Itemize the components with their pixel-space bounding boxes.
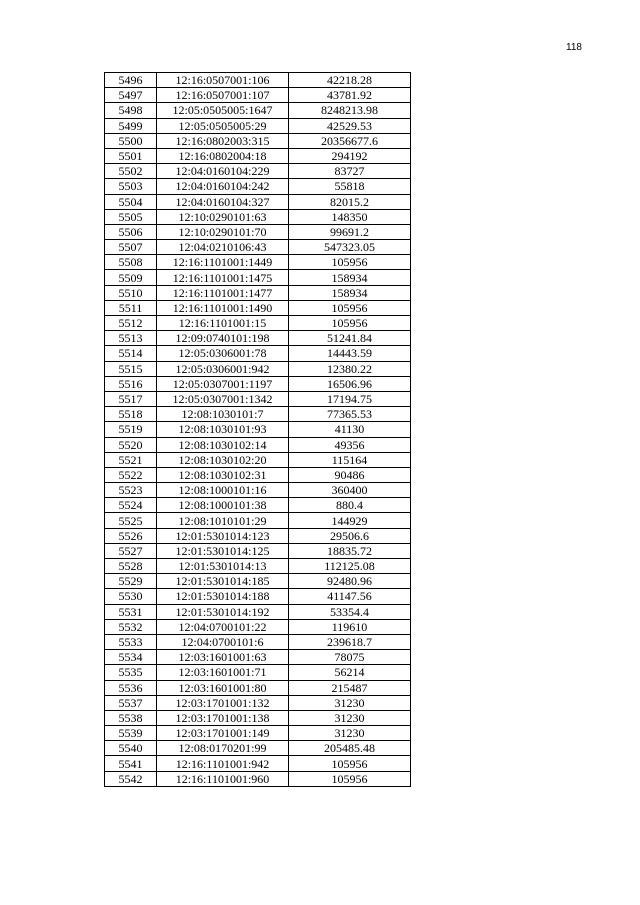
row-number-cell: 5536	[105, 680, 157, 695]
table-row	[105, 589, 411, 604]
cadastral-number-cell: 12:16:1101001:1490	[157, 300, 289, 315]
table-row	[105, 194, 411, 209]
cadastral-value-cell: 55818	[289, 179, 411, 194]
row-number-cell: 5526	[105, 528, 157, 543]
cadastral-value-cell: 158934	[289, 285, 411, 300]
row-number-cell: 5534	[105, 650, 157, 665]
cadastral-value-cell: 18835.72	[289, 543, 411, 558]
cadastral-number-cell: 12:04:0210106:43	[157, 240, 289, 255]
row-number-cell: 5539	[105, 726, 157, 741]
table-row	[105, 543, 411, 558]
cadastral-value-cell: 51241.84	[289, 331, 411, 346]
cadastral-value-cell: 20356677.6	[289, 133, 411, 148]
cadastral-number-cell: 12:03:1701001:149	[157, 726, 289, 741]
cadastral-number-cell: 12:16:0507001:106	[157, 73, 289, 88]
cadastral-value-cell: 205485.48	[289, 741, 411, 756]
table-body	[105, 73, 411, 787]
cadastral-number-cell: 12:05:0307001:1197	[157, 376, 289, 391]
cadastral-number-cell: 12:05:0307001:1342	[157, 391, 289, 406]
table-row	[105, 634, 411, 649]
row-number-cell: 5532	[105, 619, 157, 634]
row-number-cell: 5524	[105, 498, 157, 513]
cadastral-value-cell: 41147.56	[289, 589, 411, 604]
row-number-cell: 5538	[105, 710, 157, 725]
row-number-cell: 5507	[105, 240, 157, 255]
row-number-cell: 5497	[105, 88, 157, 103]
row-number-cell: 5520	[105, 437, 157, 452]
table-row	[105, 133, 411, 148]
cadastral-value-cell: 115164	[289, 452, 411, 467]
row-number-cell: 5502	[105, 164, 157, 179]
table-row	[105, 224, 411, 239]
table-row	[105, 619, 411, 634]
cadastral-number-cell: 12:03:1601001:63	[157, 650, 289, 665]
table-row	[105, 771, 411, 786]
row-number-cell: 5518	[105, 407, 157, 422]
cadastral-number-cell: 12:10:0290101:70	[157, 224, 289, 239]
table-row	[105, 331, 411, 346]
cadastral-value-cell: 239618.7	[289, 634, 411, 649]
table-row	[105, 391, 411, 406]
row-number-cell: 5540	[105, 741, 157, 756]
cadastral-value-cell: 144929	[289, 513, 411, 528]
cadastral-number-cell: 12:08:1030102:14	[157, 437, 289, 452]
row-number-cell: 5510	[105, 285, 157, 300]
cadastral-number-cell: 12:08:1030101:93	[157, 422, 289, 437]
row-number-cell: 5525	[105, 513, 157, 528]
cadastral-value-cell: 14443.59	[289, 346, 411, 361]
cadastral-value-cell: 215487	[289, 680, 411, 695]
page-number: 118	[566, 42, 582, 53]
row-number-cell: 5517	[105, 391, 157, 406]
cadastral-number-cell: 12:04:0700101:6	[157, 634, 289, 649]
table-row	[105, 467, 411, 482]
row-number-cell: 5521	[105, 452, 157, 467]
table-row	[105, 513, 411, 528]
cadastral-value-cell: 82015.2	[289, 194, 411, 209]
cadastral-number-cell: 12:08:1000101:16	[157, 483, 289, 498]
table-row	[105, 437, 411, 452]
row-number-cell: 5519	[105, 422, 157, 437]
cadastral-value-cell: 99691.2	[289, 224, 411, 239]
row-number-cell: 5512	[105, 316, 157, 331]
cadastral-number-cell: 12:03:1701001:132	[157, 695, 289, 710]
cadastral-value-cell: 31230	[289, 710, 411, 725]
table-row	[105, 559, 411, 574]
cadastral-value-cell: 31230	[289, 695, 411, 710]
cadastral-value-cell: 53354.4	[289, 604, 411, 619]
cadastral-value-table	[104, 72, 411, 787]
cadastral-value-cell: 16506.96	[289, 376, 411, 391]
row-number-cell: 5531	[105, 604, 157, 619]
cadastral-number-cell: 12:09:0740101:198	[157, 331, 289, 346]
cadastral-value-cell: 90486	[289, 467, 411, 482]
cadastral-number-cell: 12:05:0306001:78	[157, 346, 289, 361]
table-row	[105, 346, 411, 361]
table-row	[105, 710, 411, 725]
row-number-cell: 5498	[105, 103, 157, 118]
cadastral-number-cell: 12:03:1601001:80	[157, 680, 289, 695]
table-row	[105, 528, 411, 543]
cadastral-value-cell: 148350	[289, 209, 411, 224]
cadastral-number-cell: 12:04:0160104:242	[157, 179, 289, 194]
row-number-cell: 5530	[105, 589, 157, 604]
row-number-cell: 5496	[105, 73, 157, 88]
cadastral-number-cell: 12:16:1101001:15	[157, 316, 289, 331]
row-number-cell: 5522	[105, 467, 157, 482]
table-row	[105, 240, 411, 255]
cadastral-value-cell: 105956	[289, 300, 411, 315]
row-number-cell: 5529	[105, 574, 157, 589]
cadastral-number-cell: 12:16:0802003:315	[157, 133, 289, 148]
table-row	[105, 376, 411, 391]
table-row	[105, 483, 411, 498]
cadastral-number-cell: 12:03:1701001:138	[157, 710, 289, 725]
cadastral-number-cell: 12:16:1101001:1477	[157, 285, 289, 300]
cadastral-value-cell: 8248213.98	[289, 103, 411, 118]
cadastral-number-cell: 12:16:1101001:1449	[157, 255, 289, 270]
table-row	[105, 407, 411, 422]
cadastral-number-cell: 12:08:1000101:38	[157, 498, 289, 513]
cadastral-value-cell: 42218.28	[289, 73, 411, 88]
row-number-cell: 5513	[105, 331, 157, 346]
table-row	[105, 316, 411, 331]
table-row	[105, 604, 411, 619]
row-number-cell: 5511	[105, 300, 157, 315]
table-row	[105, 285, 411, 300]
table-row	[105, 726, 411, 741]
table-row	[105, 148, 411, 163]
cadastral-number-cell: 12:16:0507001:107	[157, 88, 289, 103]
cadastral-number-cell: 12:04:0160104:229	[157, 164, 289, 179]
table-row	[105, 270, 411, 285]
row-number-cell: 5506	[105, 224, 157, 239]
cadastral-value-cell: 83727	[289, 164, 411, 179]
table-row	[105, 300, 411, 315]
cadastral-value-cell: 78075	[289, 650, 411, 665]
cadastral-number-cell: 12:01:5301014:125	[157, 543, 289, 558]
row-number-cell: 5528	[105, 559, 157, 574]
row-number-cell: 5505	[105, 209, 157, 224]
cadastral-number-cell: 12:16:1101001:942	[157, 756, 289, 771]
cadastral-value-cell: 41130	[289, 422, 411, 437]
row-number-cell: 5527	[105, 543, 157, 558]
table-row	[105, 452, 411, 467]
cadastral-number-cell: 12:16:1101001:960	[157, 771, 289, 786]
row-number-cell: 5515	[105, 361, 157, 376]
cadastral-number-cell: 12:10:0290101:63	[157, 209, 289, 224]
row-number-cell: 5533	[105, 634, 157, 649]
cadastral-number-cell: 12:04:0700101:22	[157, 619, 289, 634]
cadastral-value-cell: 105956	[289, 255, 411, 270]
row-number-cell: 5542	[105, 771, 157, 786]
table-row	[105, 118, 411, 133]
cadastral-value-cell: 56214	[289, 665, 411, 680]
table-row	[105, 741, 411, 756]
cadastral-value-cell: 158934	[289, 270, 411, 285]
cadastral-value-cell: 49356	[289, 437, 411, 452]
cadastral-number-cell: 12:03:1601001:71	[157, 665, 289, 680]
cadastral-value-cell: 29506.6	[289, 528, 411, 543]
table-row	[105, 209, 411, 224]
table-row	[105, 422, 411, 437]
row-number-cell: 5516	[105, 376, 157, 391]
table-row	[105, 650, 411, 665]
cadastral-number-cell: 12:01:5301014:123	[157, 528, 289, 543]
cadastral-value-cell: 12380.22	[289, 361, 411, 376]
cadastral-number-cell: 12:08:1030102:31	[157, 467, 289, 482]
cadastral-value-cell: 294192	[289, 148, 411, 163]
table-row	[105, 574, 411, 589]
cadastral-number-cell: 12:16:0802004:18	[157, 148, 289, 163]
cadastral-number-cell: 12:01:5301014:185	[157, 574, 289, 589]
cadastral-value-cell: 105956	[289, 756, 411, 771]
cadastral-value-cell: 360400	[289, 483, 411, 498]
cadastral-value-cell: 547323.05	[289, 240, 411, 255]
table-row	[105, 665, 411, 680]
table-row	[105, 498, 411, 513]
cadastral-value-cell: 31230	[289, 726, 411, 741]
row-number-cell: 5537	[105, 695, 157, 710]
cadastral-number-cell: 12:05:0505005:1647	[157, 103, 289, 118]
cadastral-value-cell: 119610	[289, 619, 411, 634]
cadastral-number-cell: 12:01:5301014:192	[157, 604, 289, 619]
cadastral-value-cell: 77365.53	[289, 407, 411, 422]
cadastral-number-cell: 12:16:1101001:1475	[157, 270, 289, 285]
cadastral-value-cell: 17194.75	[289, 391, 411, 406]
table-row	[105, 73, 411, 88]
cadastral-value-cell: 112125.08	[289, 559, 411, 574]
table-row	[105, 255, 411, 270]
cadastral-number-cell: 12:01:5301014:13	[157, 559, 289, 574]
cadastral-number-cell: 12:08:1010101:29	[157, 513, 289, 528]
row-number-cell: 5501	[105, 148, 157, 163]
cadastral-value-cell: 105956	[289, 316, 411, 331]
cadastral-value-cell: 92480.96	[289, 574, 411, 589]
table-row	[105, 695, 411, 710]
table-row	[105, 103, 411, 118]
table-row	[105, 179, 411, 194]
row-number-cell: 5500	[105, 133, 157, 148]
table-row	[105, 680, 411, 695]
cadastral-number-cell: 12:04:0160104:327	[157, 194, 289, 209]
cadastral-value-cell: 880.4	[289, 498, 411, 513]
row-number-cell: 5535	[105, 665, 157, 680]
table-row	[105, 88, 411, 103]
cadastral-number-cell: 12:01:5301014:188	[157, 589, 289, 604]
table-row	[105, 756, 411, 771]
cadastral-number-cell: 12:08:0170201:99	[157, 741, 289, 756]
row-number-cell: 5503	[105, 179, 157, 194]
table-row	[105, 361, 411, 376]
cadastral-number-cell: 12:05:0505005:29	[157, 118, 289, 133]
row-number-cell: 5508	[105, 255, 157, 270]
row-number-cell: 5499	[105, 118, 157, 133]
row-number-cell: 5523	[105, 483, 157, 498]
row-number-cell: 5504	[105, 194, 157, 209]
table-row	[105, 164, 411, 179]
cadastral-number-cell: 12:08:1030102:20	[157, 452, 289, 467]
cadastral-value-cell: 42529.53	[289, 118, 411, 133]
cadastral-value-cell: 43781.92	[289, 88, 411, 103]
row-number-cell: 5541	[105, 756, 157, 771]
row-number-cell: 5514	[105, 346, 157, 361]
cadastral-number-cell: 12:08:1030101:7	[157, 407, 289, 422]
row-number-cell: 5509	[105, 270, 157, 285]
cadastral-value-cell: 105956	[289, 771, 411, 786]
cadastral-number-cell: 12:05:0306001:942	[157, 361, 289, 376]
